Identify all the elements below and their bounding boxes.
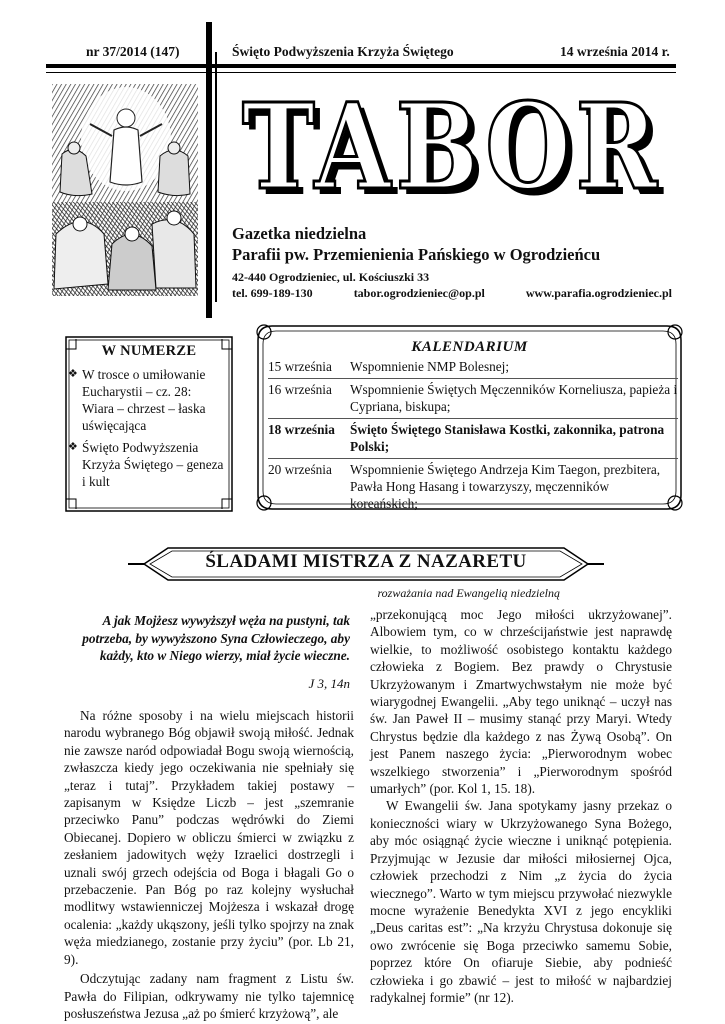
article-right-column bbox=[370, 606, 672, 1006]
calendar-event: Wspomnienie Świętego Andrzeja Kim Taegon, prezbitera, Pawła Hong Hasang i towarzyszy, męczenników koreańskich; bbox=[350, 462, 661, 511]
calendar-date: 16 września bbox=[268, 382, 332, 397]
in-issue-item[interactable] bbox=[68, 439, 226, 490]
in-issue-list bbox=[68, 366, 226, 495]
calendar-event: Wspomnienie NMP Bolesnej; bbox=[350, 359, 510, 374]
contact-line bbox=[232, 286, 672, 301]
diamond-bullet-icon: ❖ bbox=[68, 368, 78, 380]
transfiguration-engraving bbox=[52, 84, 198, 296]
article-paragraph: „przekonującą moc Jego miłości ukrzyżowanej”. Albowiem tym, co w chrześcijaństwie jest naprawdę wielkie, to możliwość osobistego kontaktu każdego człowieka z Bogiem. Bez prawdy o Chrystusie Ukrzyżowanym i Zmartwychwstałym nie może być wiarygodnej Ewangelii. „Aby tego uniknąć – uczył nas św. Jan Paweł II – musimy stanąć przy Maryi. Wtedy Chrystus będzie dla każdego z nas Żywą Osobą”. On jest Panem naszego życia: „Pierworodnym wobec wszelkiego stworzenia” i „Pierworodnym spośród umarłych” (por. Kol 1, 15. 18). bbox=[370, 607, 672, 797]
gospel-quote: A jak Mojżesz wywyższył węża na pustyni, tak potrzeba, by wywyższono Syna Człowieczego, aby każdy, kto w Niego wierzy, miał życie wieczne. bbox=[82, 613, 350, 663]
in-issue-item-text: Święto Podwyższenia Krzyża Świętego – geneza i kult bbox=[82, 440, 224, 489]
calendar-row bbox=[268, 418, 678, 458]
article-paragraph: Odczytując zadany nam fragment z Listu św. Pawła do Filipian, odkrywamy nie tylko tajemnicę posłuszeństwa Jezusa „aż po śmierć krzyżową”, ale bbox=[64, 971, 354, 1021]
masthead-subtitle-1: Gazetka niedzielna bbox=[232, 224, 367, 243]
cross-horizontal-bar bbox=[46, 64, 676, 68]
email-link[interactable]: tabor.ogrodzieniec@op.pl bbox=[353, 286, 485, 300]
parish-address: 42-440 Ogrodzieniec, ul. Kościuszki 33 bbox=[232, 270, 430, 284]
in-issue-item[interactable] bbox=[68, 366, 226, 434]
gospel-reference: J 3, 14n bbox=[308, 676, 350, 691]
calendar-event: Święto Świętego Stanisława Kostki, zakonnika, patrona Polski; bbox=[350, 422, 665, 454]
calendar-table bbox=[268, 356, 678, 515]
calendar-date: 20 września bbox=[268, 462, 332, 477]
website-link[interactable]: www.parafia.ogrodzieniec.pl bbox=[525, 286, 672, 300]
cross-vertical-thin bbox=[215, 52, 217, 302]
masthead-title-shadow: TABOR bbox=[248, 92, 668, 202]
calendar-date: 18 września bbox=[268, 422, 335, 437]
issue-date: 14 września 2014 r. bbox=[560, 44, 670, 59]
article-paragraph: W Ewangelii św. Jana spotykamy jasny przekaz o konieczności wiary w Ukrzyżowanego Syna Bożego, aby móc osiągnąć życie wieczne i uniknąć potępienia. Przyjmując w Jezusie dar miłości miłosiernej Ojca, człowiek przechodzi z Nim „z życia do życia wiecznego”. Warto w tym miejscu przywołać niezwykle mocne wyrażenie Benedykta XVI z jego encykliki „Deus caritas est”: „Na krzyżu Chrystusa dokonuje się owo zwrócenie się Boga przeciwko samemu Sobie, poprzez które On ofiaruje Siebie, aby podnieść człowieka i go zbawić – jest to miłość w najbardziej radykalnej formie” (nr 12). bbox=[370, 798, 672, 1005]
cross-horizontal-thin bbox=[46, 72, 676, 73]
in-issue-item-text: W trosce o umiłowanie Eucharystii – cz. 28: Wiara – chrzest – łaska uświęcająca bbox=[82, 367, 206, 433]
issue-number: nr 37/2014 (147) bbox=[86, 44, 180, 59]
article-title: ŚLADAMI MISTRZA Z NAZARETU bbox=[205, 551, 527, 572]
in-issue-title: W NUMERZE bbox=[101, 343, 197, 359]
calendar-row bbox=[268, 356, 678, 378]
article-left-column bbox=[64, 707, 354, 1022]
phone: tel. 699-189-130 bbox=[232, 286, 313, 300]
masthead-title bbox=[232, 92, 677, 202]
diamond-bullet-icon: ❖ bbox=[68, 441, 78, 453]
article-paragraph: Na różne sposoby i na wielu miejscach historii narodu wybranego Bóg objawił swoją miłość. Jednak nie zawsze naród odpowiadał Bogu swoją wiernością, zwłaszcza kiedy jego oczekiwania nie spełniały się „teraz i tutaj”. Przykładem takiej postawy – zapisanym w Księdze Liczb – jest „szemranie przeciwko Panu” podczas wędrówki do Ziemi Obiecanej. Dopiero w obliczu śmierci w związku z zesłaniem jadowitych węży Izraelici dostrzegli i uznali swój grzech odejścia od Boga i błagali Go o przebaczenie. Pan Bóg po raz kolejny wysłuchał modlitwy wstawienniczej Mojżesza i wskazał drogę ocalenia: „każdy ukąszony, jeśli tylko spojrzy na znak węża miedzianego, zostanie przy życiu” (por. Lb 21, 9). bbox=[64, 708, 354, 967]
calendar-title: KALENDARIUM bbox=[411, 339, 528, 355]
feast-name: Święto Podwyższenia Krzyża Świętego bbox=[232, 44, 454, 59]
masthead-title-text: TABOR bbox=[242, 92, 662, 202]
calendar-event: Wspomnienie Świętych Męczenników Korneliusza, papieża i Cypriana, biskupa; bbox=[350, 382, 678, 414]
calendar-row bbox=[268, 378, 678, 418]
article-subtitle: rozważania nad Ewangelią niedzielną bbox=[377, 586, 560, 600]
masthead-subtitle-2: Parafii pw. Przemienienia Pańskiego w Ogrodzieńcu bbox=[232, 245, 601, 264]
calendar-date: 15 września bbox=[268, 359, 332, 374]
calendar-row bbox=[268, 458, 678, 515]
